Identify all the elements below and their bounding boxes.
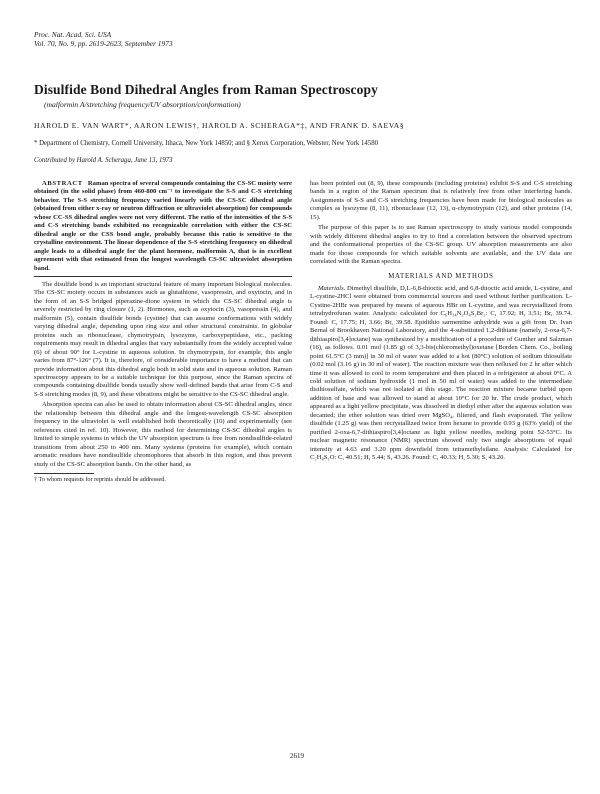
materials-text: Dimethyl disulfide, D,L-6,8-thioctic acid, and 6,8-thioctic acid amide, L-cystine, and L-cystine-2HCl were obtained from commercial sources and used without further purification. L-Cystine-2HBr was prepared by means of aqueous HBr on L-cystine, and was recrystallized from tetrahydrofuran water. Analysis: calculated for C₆H₁₄N₂O₄S₂Br₂: C, 17.92; H, 3.51; Br, 39.74. Found: C, 17.75; H, 3.66; Br, 39.58. Epidithio sarmentine anhydride was a gift from Dr. Ivan Bernal of Brookhaven National Laboratory, and the 4-substituted 1,2-dithiane (namely, 2-oxa-6,7-dithiaspiro[3,4]octane) was synthesized by a modification of a procedure of Gunther and Salzman (16), as follows. 0.01 mol (1.85 g) of 3,3-bis(chloromethyl)oxetane [Borden Chem. Co., boiling point 61.5°C (3 mm)] in 30 ml of water was added to a hot (80°C) solution of sodium thiosulfate (0.02 mol (3.16 g) in 30 ml of water). The reaction mixture was then refluxed for 2 hr after which time it was allowed to cool to room temperature and then placed in a refrigerator at about 0°C. A cold solution of sodium hydroxide (1 mol in 50 ml of water) was added to the intermediate disthiosulfate, which was not isolated at this stage. The reaction mixture became turbid upon addition of base and was allowed to stand at about 10°C for 20 hr. The crude product, which appeared as a light yellow precipitate, was dissolved in diethyl ether after the aqueous solution was decanted; the ether solution was dried over MgSO₄, filtered, and flash evaporated. The yellow disulfide (1.25 g) was then recrystallized twice from hexane to provide 0.93 g (63% yield) of the purified 2-oxa-6,7-dithiaspiro[3,4]octane as light yellow needles, melting point 52-53°C. Its nuclear magnetic resonance (NMR) spectrum showed only two single absorptions of equal intensity at 4.63 and 3.20 ppm downfield from tetramethylsilane. Analysis: Calculated for C₅H₈S₂O: C, 40.51; H, 5.44; S, 43.26. Found: C, 40.33; H, 5.30; S, 43.20. (310, 284, 572, 462)
paper-title: Disulfide Bond Dihedral Angles from Raman Spectroscopy (34, 82, 378, 97)
abstract-rule (34, 276, 292, 277)
body-paragraph: The disulfide bond is an important structural feature of many important biological molecules. The CS-SC moiety occurs in substances such as glutathione, vasopressin, and oxytocin, and in the form of an S-S bridged piperazine-dione system in which the CS-SC dihedral angle is severely restricted by ring closure (1, 2). Hormones, such as oxytocin (3), vasopressin (4), and malformin (5), contain disulfide bonds (cystine) that can assume conformations with widely varying dihedral angle, depending upon ring size and other structural constraints. In globular proteins such as ribonuclease, chymotrypsin, lysozyme, carboxypeptidase, etc., packing requirements may result in dihedral angles that vary substantially from the widely accepted value (6) of about 90° for L-cystine in aqueous solution. In chymotrypsin, for example, this angle varies from 87°-126° (7). It is, therefore, of considerable importance to have a method that can provide information about this dihedral angle both in solid state and in aqueous solution. Raman spectroscopy appears to be a suitable technique for this purpose, since the Raman spectra of compounds containing disulfide bonds usually show well-defined bands that arise from C-S and S-S stretching modes (8, 9), and these vibrations might be sensitive to the CS-SC dihedral angle. (34, 280, 292, 398)
section-heading: MATERIALS AND METHODS (388, 272, 494, 280)
abstract-heading: ABSTRACT (42, 180, 83, 187)
footnote-rule (34, 473, 94, 474)
affiliations: * Department of Chemistry, Cornell University, Ithaca, New York 14850; and § Xerox Corporation, Webster, New York 14580 (34, 140, 379, 147)
page-number: 2619 (290, 752, 304, 760)
journal-name: Proc. Nat. Acad. Sci. USA (34, 30, 112, 39)
journal-volume: Vol. 70, No. 9, pp. 2619-2623, September 1973 (34, 39, 173, 48)
right-column (310, 180, 572, 463)
body-paragraph: Absorption spectra can also be used to obtain information about CS-SC dihedral angles, since the relationship between this dihedral angle and the longest-wavelength CS-SC absorption frequency in the ultraviolet is well established both theoretically (10) and experimentally (see references cited in ref. 10). However, this method for determining CS-SC dihedral angles is limited to simple systems in which the UV absorption spectrum is free from nondisulfide-related transitions from about 250 to 400 nm. Many systems (proteins for example), which contain aromatic residues have nondisulfide chromophores that absorb in this region, and thus prevent study of the CS-SC absorption bands. On the other hand, as (34, 401, 292, 468)
body-paragraph: has been pointed out (8, 9), these compounds (including proteins) exhibit S-S and C-S stretching bands in a region of the Raman spectrum that is relatively free from other interfering bands. Assignments of S-S and C-S stretching frequencies have been made for biological molecules as complex as lysozyme (8, 11), ribonuclease (12, 13), α-chymotrypsin (12), and other proteins (14, 15). (310, 180, 572, 221)
abstract-text: Raman spectra of several compounds containing the CS-SC moiety were obtained (in the solid phase) from 460-800 cm⁻¹ to investigate the S-S and C-S stretching behavior. The S-S stretching frequency varied linearly with the CS-SC dihedral angle (obtained from either x-ray or neutron diffraction or ultraviolet absorption) for compounds whose CC-SS dihedral angles were not very different. The ratio of the intensities of the S-S and C-S stretching bands exhibited no recognizable correlation with either the CS-SC dihedral angle or the CSS bond angle, probably because this ratio is sensitive to the crystalline environment. The linear dependence of the S-S stretching frequency on dihedral angle leads to a dihedral angle for the plant hormone, malformin A, that is in excellent agreement with that estimated from the longest wavelength CS-SC ultraviolet absorption band. (34, 180, 292, 272)
left-column (34, 180, 292, 484)
footnote: † To whom requests for reprints should be addressed. (34, 475, 166, 483)
body-paragraph: The purpose of this paper is to use Raman spectroscopy to study various model compounds with widely different dihedral angles to try to find a correlation between the observed spectrum and the conformational properties of the CS-SC group. UV absorption measurements are also made for those compounds for which suitable solvents are available, and the UV data are correlated with the Raman spectra. (310, 224, 572, 266)
journal-citation (34, 30, 173, 48)
materials-label: Materials. (318, 284, 346, 292)
abstract (34, 180, 292, 273)
author-list: HAROLD E. VAN WART*, AARON LEWIS†, HAROLD A. SCHERAGA*‡, AND FRANK D. SAEVA§ (34, 121, 405, 130)
materials-paragraph (310, 285, 572, 463)
communicated-by: Contributed by Harold A. Scheraga, June 13, 1973 (34, 157, 173, 164)
paper-keywords: (malformin A/stretching frequency/UV absorption/conformation) (44, 100, 241, 109)
